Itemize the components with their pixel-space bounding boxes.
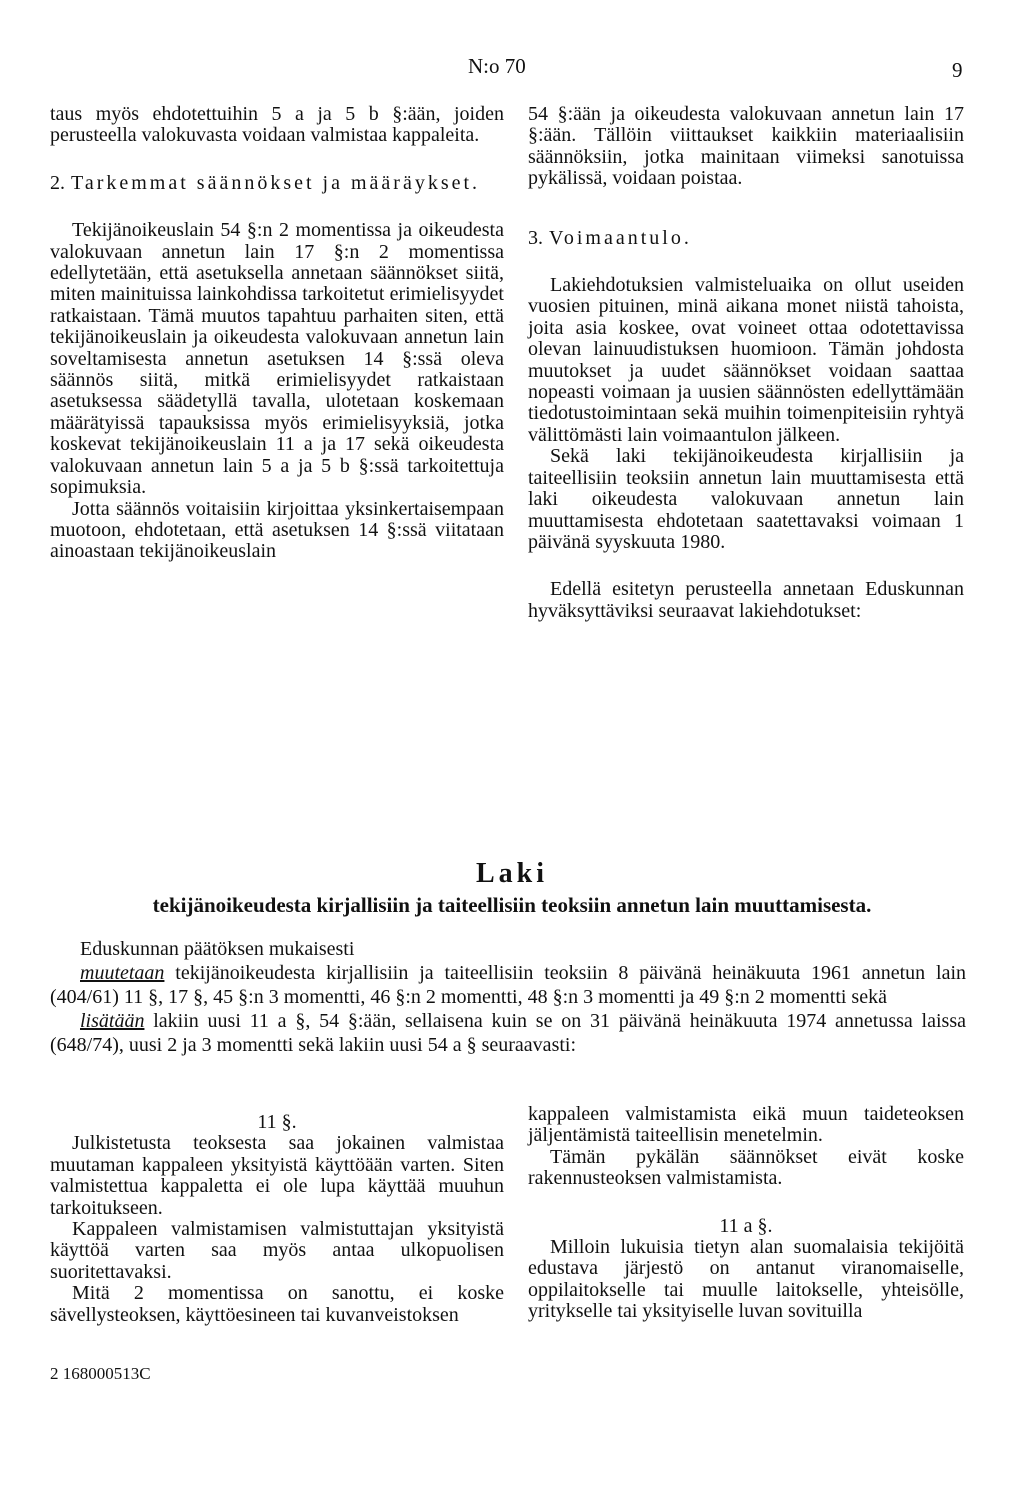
- paragraph: Lakiehdotuksien valmisteluaika on ollut useiden vuosien pituinen, minä aikana monet niistä tahoista, joita asia koskee, ovat voineet ottaa odotettavissa olevan lainuudistuksen huomioon. Tämän johdosta muutokset ja uudet säännökset voidaan saattaa nopeasti voimaan ja uusien säännösten edellyttämään tiedotustoimintaan sekä muihin toimenpiteisiin ryhtyä välittömästi lain voimaantulon jälkeen.: [528, 274, 964, 446]
- addition-clause: [50, 1009, 966, 1057]
- paragraph: taus myös ehdotettuihin 5 a ja 5 b §:ään, joiden perusteella valokuvasta voidaan valmistaa kappaleita.: [50, 103, 504, 147]
- paragraph: Tämän pykälän säännökset eivät koske rakennusteoksen valmistamista.: [528, 1145, 964, 1190]
- page-number: 9: [952, 58, 963, 82]
- paragraph: Mitä 2 momentissa on sanottu, ei koske sävellysteoksen, käyttöesineen tai kuvanveistoksen: [50, 1282, 504, 1326]
- section-heading-voimaantulo: [528, 228, 964, 249]
- section-11-heading: 11 §.: [257, 1111, 297, 1133]
- lower-right-column: [528, 1104, 964, 1323]
- paragraph: kappaleen valmistamista eikä muun taideteoksen jäljentämistä taiteellisin menetelmin.: [528, 1103, 964, 1147]
- paragraph: Tekijänoikeuslain 54 §:n 2 momentissa ja oikeudesta valokuvaan annetun lain 17 §:n 2 momentissa edellytetään, että asetuksella annetaan säännökset siitä, miten mainituissa lainkohdissa tarkoitetut erimielisyydet ratkaistaan. Tämä muutos tapahtuu parhaiten siten, että tekijänoikeuslain ja oikeudesta valokuvaan annetun lain soveltamisesta annetun asetuksen 14 §:ssä oleva säännös siitä, mitkä erimielisyydet ratkaistaan asetuksessa säädetyllä tavalla, ulotetaan koskemaan määrätyissä tapauksissa myös erimielisyyksiä, jotka koskevat tekijänoikeuslain 11 a ja 17 sekä oikeudesta valokuvaan annetun lain 5 a ja 5 b §:ssä tarkoitettuja sopimuksia.: [50, 219, 504, 499]
- amend-verb: muutetaan: [80, 962, 165, 984]
- paragraph: Sekä laki tekijänoikeudesta kirjallisiin ja taiteellisiin teoksiin annetun lain muuttamisesta että laki oikeudesta valokuvaan annetun lain muuttamisesta ehdotetaan saatettavaksi voimaan 1 päivänä syyskuuta 1980.: [528, 445, 964, 553]
- add-text: lakiin uusi 11 a §, 54 §:ään, sellaisena kuin se on 31 päivänä heinäkuuta 1974 annetussa laissa (648/74), uusi 2 ja 3 momentti sekä lakiin uusi 54 a § seuraavasti:: [50, 1010, 966, 1056]
- paragraph: Milloin lukuisia tietyn alan suomalaisia tekijöitä edustava järjestö on antanut viranomaiselle, oppilaitokselle tai muulle laitokselle, yhteisölle, yritykselle tai yksityiselle luvan sovituilla: [528, 1236, 964, 1323]
- amend-text: tekijänoikeudesta kirjallisiin ja taiteellisiin teoksiin 8 päivänä heinäkuuta 1961 annetun lain (404/61) 11 §, 17 §, 45 §:n 3 momentti, 46 §:n 2 momentti, 48 §:n 3 momentti ja 49 §:n 2 momentti sekä: [50, 962, 966, 1008]
- section-number: 3.: [528, 226, 543, 249]
- section-title: Tarkemmat säännökset ja määräykset.: [71, 171, 481, 194]
- amendment-clause: [50, 961, 966, 1009]
- page-header: [0, 54, 1024, 84]
- paragraph: 54 §:ään ja oikeudesta valokuvaan annetun lain 17 §:ään. Tällöin viittaukset kaikkiin materiaalisiin säännöksiin, jotka mainitaan viimeksi sanotuissa pykälissä, voidaan poistaa.: [528, 103, 964, 190]
- law-subtitle: tekijänoikeudesta kirjallisiin ja taiteellisiin teoksiin annetun lain muuttamisesta.: [152, 893, 872, 917]
- upper-left-column: [50, 104, 504, 563]
- document-number: N:o 70: [468, 54, 526, 78]
- law-introduction: [50, 937, 966, 1057]
- print-code: 2 168000513C: [50, 1364, 151, 1383]
- law-title: Laki: [475, 858, 549, 889]
- paragraph: Edellä esitetyn perusteella annetaan Eduskunnan hyväksyttäviksi seuraavat lakiehdotukset:: [528, 578, 964, 622]
- lower-left-column: [50, 1112, 504, 1326]
- section-11a-heading: 11 a §.: [719, 1214, 773, 1237]
- section-title: Voimaantulo.: [549, 226, 692, 249]
- add-verb: lisätään: [80, 1010, 145, 1032]
- paragraph: Julkistetusta teoksesta saa jokainen valmistaa muutaman kappaleen yksityistä käyttöään varten. Siten valmistettua kappaletta ei ole lupa käyttää muuhun tarkoitukseen.: [50, 1132, 504, 1219]
- paragraph: Kappaleen valmistamisen valmistuttajan yksityistä käyttöä varten saa myös antaa ulkopuolisen suoritettavaksi.: [50, 1218, 504, 1283]
- paragraph: Jotta säännös voitaisiin kirjoittaa yksinkertaisempaan muotoon, ehdotetaan, että asetuksen 14 §:ssä viitataan ainoastaan tekijänoikeuslain: [50, 497, 504, 563]
- enactment-clause: Eduskunnan päätöksen mukaisesti: [80, 938, 355, 960]
- section-number: 2.: [50, 171, 65, 194]
- upper-right-column: [528, 104, 964, 622]
- section-heading-tarkemmat: [50, 173, 504, 194]
